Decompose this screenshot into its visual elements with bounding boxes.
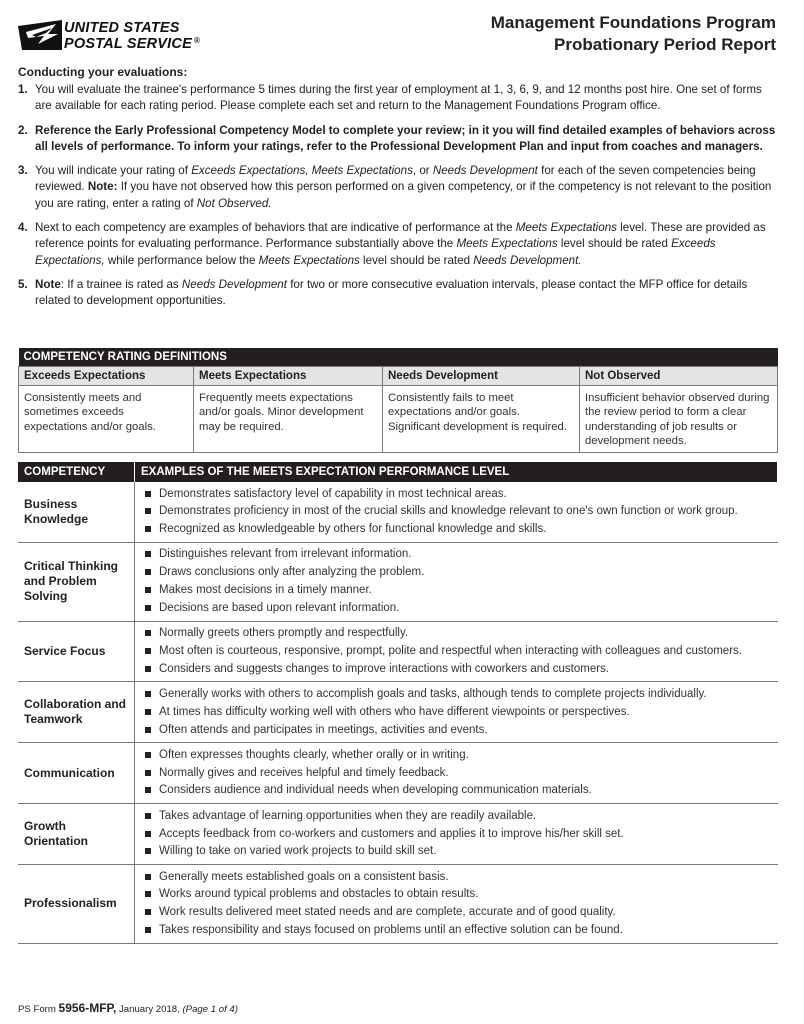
example-item: [145, 809, 774, 824]
rating-col-needs: Needs Development: [383, 367, 580, 386]
example-item: [145, 662, 774, 677]
competency-name: Critical Thinking and Problem Solving: [18, 542, 135, 621]
instruction-text: for two or more consecutive evaluation intervals, please contact the MFP office for details related to development opportunities.: [35, 277, 748, 308]
example-text: Makes most decisions in a timely manner.: [159, 583, 372, 596]
example-item: [145, 748, 774, 763]
square-bullet-icon: [145, 891, 151, 897]
square-bullet-icon: [145, 491, 151, 497]
instruction-text: , or: [412, 164, 433, 178]
usps-logo: [18, 18, 218, 58]
example-text: Draws conclusions only after analyzing the problem.: [159, 566, 425, 579]
instruction-number: 4.: [18, 221, 28, 235]
page-title: [491, 12, 776, 56]
example-item: [145, 844, 774, 859]
square-bullet-icon: [145, 787, 151, 793]
square-bullet-icon: [145, 630, 151, 636]
rating-definitions-table: [18, 348, 778, 453]
footer-prefix: PS Form: [18, 1004, 59, 1015]
instruction-text: Exceeds Expectations, Meets Expectations: [191, 164, 413, 178]
square-bullet-icon: [145, 770, 151, 776]
competency-name: Communication: [18, 743, 135, 804]
competency-name: Service Focus: [18, 621, 135, 682]
example-item: [145, 905, 774, 920]
example-text: Works around typical problems and obstacles to obtain results.: [159, 888, 479, 901]
rating-definitions-heading: COMPETENCY RATING DEFINITIONS: [19, 348, 778, 367]
example-item: [145, 923, 774, 938]
competency-examples: [135, 865, 778, 944]
competency-row: [18, 804, 778, 865]
square-bullet-icon: [145, 927, 151, 933]
logo-line2-text: POSTAL SERVICE: [64, 36, 192, 52]
example-item: [145, 644, 774, 659]
example-text: Takes responsibility and stays focused on problems until an effective solution can be found.: [159, 924, 623, 937]
competency-row: [18, 482, 778, 542]
instruction-text: level should be rated: [557, 237, 672, 251]
example-item: [145, 705, 774, 720]
square-bullet-icon: [145, 727, 151, 733]
instruction-number: 5.: [18, 277, 28, 291]
form-code: 5956-MFP,: [58, 1001, 117, 1015]
instruction-text: Note:: [87, 180, 118, 194]
rating-def-needs: Consistently fails to meet expectations and/or goals. Significant development is required.: [383, 386, 580, 453]
square-bullet-icon: [145, 874, 151, 880]
footer-date: January 2018,: [116, 1004, 183, 1015]
eagle-icon: [18, 20, 62, 50]
competency-examples: [135, 621, 778, 682]
logo-line1: UNITED STATES: [64, 20, 180, 36]
instruction-text: Meets Expectations: [515, 221, 617, 235]
example-text: Accepts feedback from co-workers and customers and applies it to improve his/her skill set.: [159, 827, 624, 840]
competency-examples: [135, 482, 778, 542]
instruction-text: for each of the seven competencies being reviewed.: [35, 164, 756, 194]
example-item: [145, 887, 774, 902]
competency-examples: [135, 804, 778, 865]
instruction-text: Not Observed.: [196, 196, 272, 210]
competency-name: Business Knowledge: [18, 482, 135, 542]
example-text: At times has difficulty working well with others who have different viewpoints or perspectives.: [159, 705, 630, 718]
example-item: [145, 547, 774, 562]
instruction-text: Needs Development: [181, 277, 287, 291]
competency-name: Collaboration and Teamwork: [18, 682, 135, 743]
example-text: Often attends and participates in meetings, activities and events.: [159, 723, 488, 736]
instruction-item: [18, 82, 778, 115]
rating-col-not-observed: Not Observed: [580, 367, 778, 386]
example-item: [145, 723, 774, 738]
competency-examples: [135, 542, 778, 621]
instruction-text: Meets Expectations: [258, 253, 360, 267]
example-item: [145, 687, 774, 702]
form-footer: [18, 1001, 238, 1015]
instruction-text: Exceeds Expectations,: [35, 237, 716, 267]
square-bullet-icon: [145, 848, 151, 854]
square-bullet-icon: [145, 813, 151, 819]
example-text: Often expresses thoughts clearly, whether orally or in writing.: [159, 748, 469, 761]
square-bullet-icon: [145, 569, 151, 575]
square-bullet-icon: [145, 648, 151, 654]
examples-col-header: EXAMPLES OF THE MEETS EXPECTATION PERFORMANCE LEVEL: [135, 462, 778, 482]
example-item: [145, 504, 774, 519]
example-item: [145, 766, 774, 781]
intro-heading: Conducting your evaluations:: [18, 65, 188, 79]
instruction-text: You will indicate your rating of: [35, 164, 192, 178]
example-text: Considers audience and individual needs when developing communication materials.: [159, 784, 592, 797]
instructions-list: [18, 82, 778, 318]
example-text: Recognized as knowledgeable by others for functional knowledge and skills.: [159, 523, 547, 536]
instruction-number: 3.: [18, 164, 28, 178]
example-text: Considers and suggests changes to improve interactions with coworkers and customers.: [159, 662, 609, 675]
example-text: Takes advantage of learning opportunities when they are readily available.: [159, 809, 537, 822]
competency-examples: [135, 743, 778, 804]
competency-examples: [135, 682, 778, 743]
square-bullet-icon: [145, 666, 151, 672]
competency-table: [18, 462, 778, 944]
example-text: Generally meets established goals on a consistent basis.: [159, 870, 449, 883]
square-bullet-icon: [145, 691, 151, 697]
instruction-text: Needs Development.: [473, 253, 582, 267]
rating-def-not-observed: Insufficient behavior observed during the review period to form a clear understanding of job results or development needs.: [580, 386, 778, 453]
example-item: [145, 783, 774, 798]
competency-row: [18, 621, 778, 682]
title-line2: Probationary Period Report: [554, 35, 776, 54]
instruction-text: level should be rated: [359, 253, 474, 267]
square-bullet-icon: [145, 605, 151, 611]
example-text: Demonstrates proficiency in most of the crucial skills and knowledge relevant to one's own function or work group.: [159, 505, 738, 518]
example-item: [145, 487, 774, 502]
instruction-number: 2.: [18, 123, 28, 137]
example-text: Distinguishes relevant from irrelevant information.: [159, 548, 412, 561]
example-text: Work results delivered meet stated needs and are complete, accurate and of good quality.: [159, 906, 616, 919]
square-bullet-icon: [145, 752, 151, 758]
rating-col-exceeds: Exceeds Expectations: [19, 367, 194, 386]
example-text: Normally greets others promptly and respectfully.: [159, 627, 409, 640]
example-text: Normally gives and receives helpful and timely feedback.: [159, 766, 449, 779]
square-bullet-icon: [145, 526, 151, 532]
competency-name: Professionalism: [18, 865, 135, 944]
instruction-text: Next to each competency are examples of behaviors that are indicative of performance at the: [35, 221, 516, 235]
example-text: Willing to take on varied work projects to build skill set.: [159, 845, 437, 858]
competency-row: [18, 682, 778, 743]
instruction-item: [18, 123, 778, 156]
instruction-text: You will evaluate the trainee's performance 5 times during the first year of employment at 1, 3, 6, 9, and 12 months post hire. One set of forms are available for each rating period. Please complete each set and return to the Management Foundations Program office.: [35, 83, 762, 113]
competency-name: Growth Orientation: [18, 804, 135, 865]
example-item: [145, 565, 774, 580]
instruction-item: [18, 163, 778, 212]
square-bullet-icon: [145, 587, 151, 593]
page-number: (Page 1 of 4): [182, 1004, 238, 1015]
example-item: [145, 583, 774, 598]
example-text: Demonstrates satisfactory level of capability in most technical areas.: [159, 487, 507, 500]
instruction-item: [18, 277, 778, 310]
instruction-text: Meets Expectations: [456, 237, 558, 251]
example-item: [145, 870, 774, 885]
example-text: Generally works with others to accomplish goals and tasks, although tends to complete projects individually.: [159, 687, 707, 700]
square-bullet-icon: [145, 831, 151, 837]
instruction-text: Note: [35, 277, 61, 291]
example-item: [145, 827, 774, 842]
instruction-text: If you have not observed how this person performed on a given competency, or if the competency is not relevant to the position you are rating, enter a rating of: [35, 180, 772, 210]
instruction-item: [18, 220, 778, 269]
square-bullet-icon: [145, 709, 151, 715]
instruction-text: while performance below the: [104, 253, 259, 267]
competency-row: [18, 865, 778, 944]
competency-col-header: COMPETENCY: [18, 462, 135, 482]
example-item: [145, 522, 774, 537]
example-text: Decisions are based upon relevant information.: [159, 601, 400, 614]
rating-def-meets: Frequently meets expectations and/or goals. Minor development may be required.: [194, 386, 383, 453]
logo-line2: [64, 36, 200, 52]
instruction-text: : If a trainee is rated as: [60, 277, 182, 291]
rating-def-exceeds: Consistently meets and sometimes exceeds expectations and/or goals.: [19, 386, 194, 453]
registered-mark: ®: [193, 36, 201, 45]
rating-col-meets: Meets Expectations: [194, 367, 383, 386]
competency-row: [18, 743, 778, 804]
competency-row: [18, 542, 778, 621]
title-line1: Management Foundations Program: [490, 13, 776, 32]
example-item: [145, 626, 774, 641]
instruction-text: Reference the Early Professional Competency Model to complete your review; in it you will find detailed examples of behaviors across all levels of performance. To inform your ratings, refer to the Professional Development Plan and input from coaches and managers.: [35, 123, 776, 153]
square-bullet-icon: [145, 551, 151, 557]
example-text: Most often is courteous, responsive, prompt, polite and respectful when interacting with colleagues and customers.: [159, 644, 742, 657]
instruction-number: 1.: [18, 83, 28, 96]
square-bullet-icon: [145, 508, 151, 514]
instruction-text: Needs Development: [432, 164, 538, 178]
square-bullet-icon: [145, 909, 151, 915]
example-item: [145, 601, 774, 616]
instruction-text: level. These are provided as reference points for evaluating performance. Performance substantially above the: [35, 221, 766, 251]
